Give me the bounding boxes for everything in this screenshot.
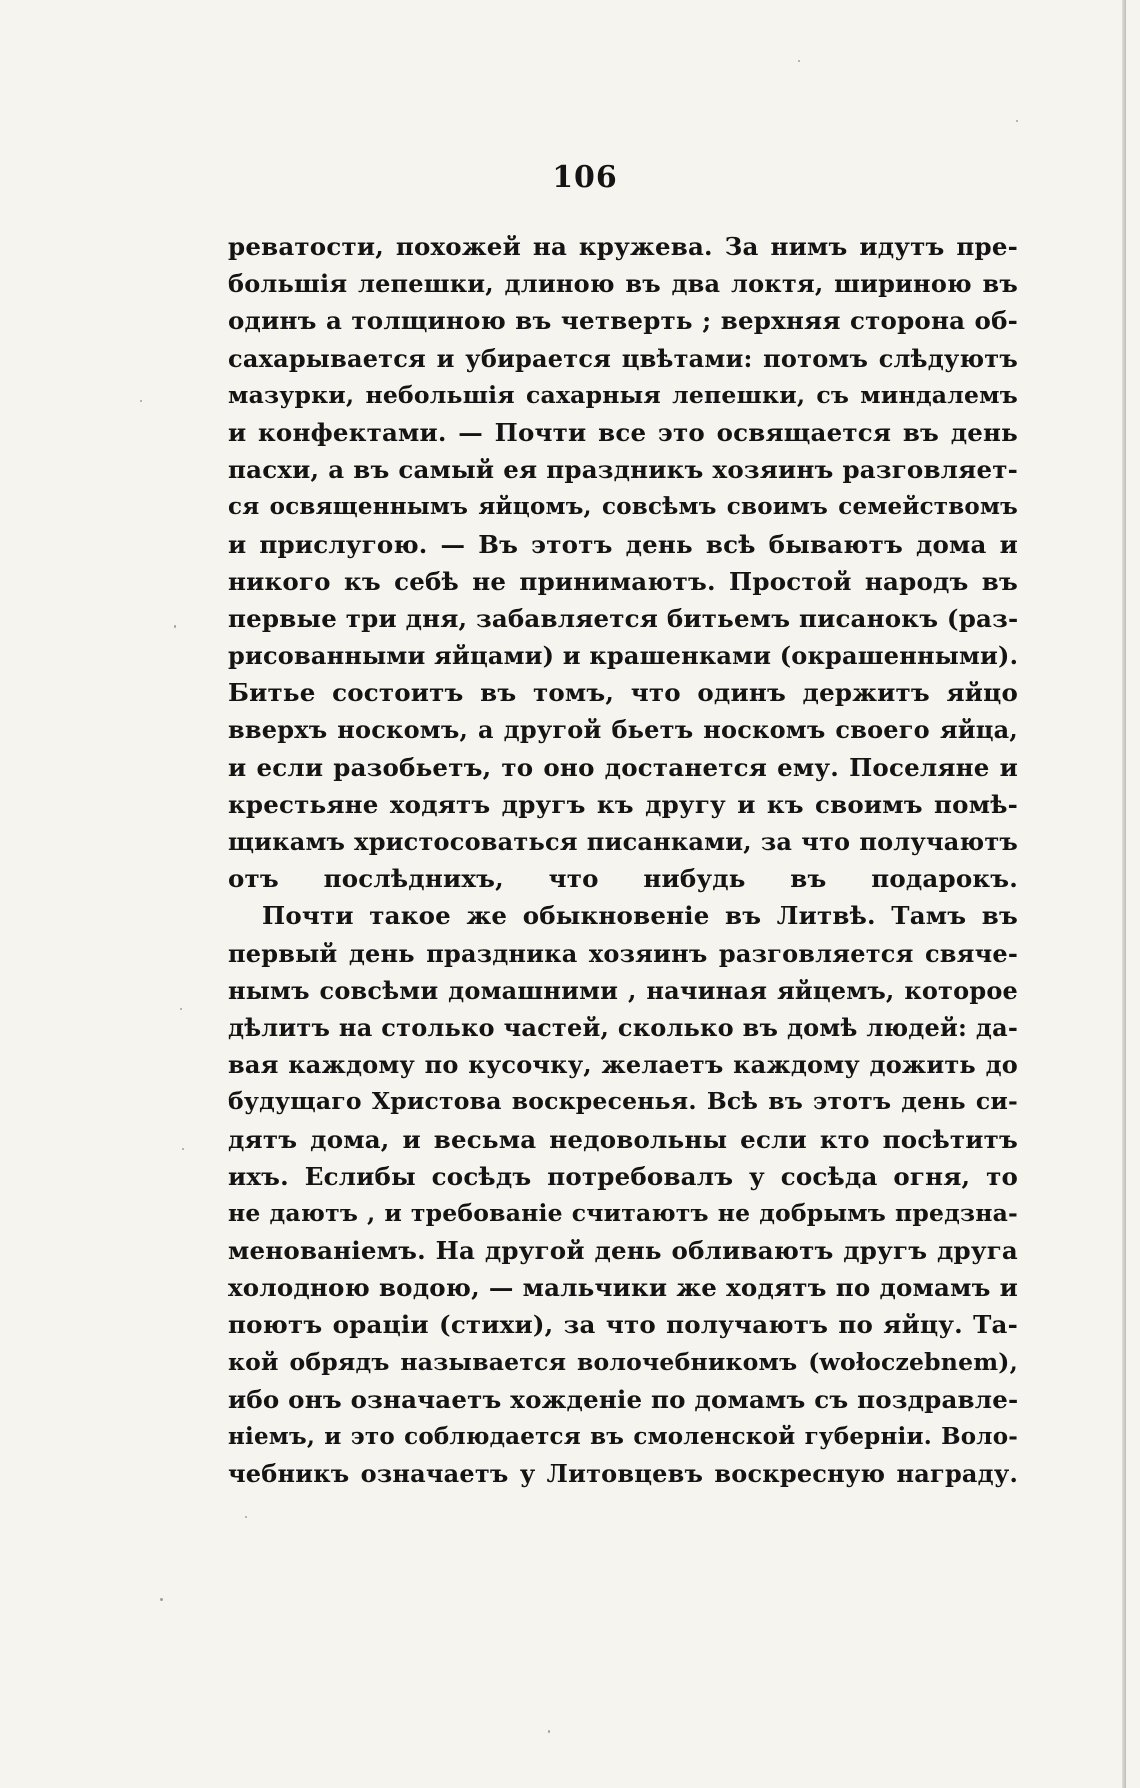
text-line: поютъ ораціи (стихи), за что получаютъ по яйцу. Та- [228, 1310, 1018, 1340]
text-line: дятъ дома, и весьма недовольны если кто посѣтитъ [228, 1124, 1018, 1154]
text-line: кой обрядъ называется волочебникомъ (wołoczebnem), [228, 1347, 1018, 1376]
text-line: и конфектами. — Почти все это освящается въ день [228, 417, 1018, 447]
text-line: ибо онъ означаетъ хожденіе по домамъ съ поздравле- [228, 1384, 1018, 1414]
text-line: реватости, похожей на кружева. За нимъ идутъ пре- [228, 232, 1018, 261]
text-line: никого къ себѣ не принимаютъ. Простой народъ въ [228, 566, 1018, 596]
text-line: первые три дня, забавляется битьемъ писанокъ (раз- [228, 603, 1018, 633]
text-line: не даютъ , и требованіе считаютъ не добрымъ предзна- [228, 1198, 1018, 1227]
text-line: вверхъ носкомъ, а другой бьетъ носкомъ своего яйца, [228, 715, 1018, 745]
text-line: ихъ. Еслибы сосѣдъ потребовалъ у сосѣда огня, то [228, 1161, 1018, 1191]
text-line: ся освященнымъ яйцомъ, совсѣмъ своимъ семействомъ [228, 493, 1018, 521]
scan-speck [174, 625, 176, 628]
text-line: ніемъ, и это соблюдается въ смоленской губерніи. Воло- [228, 1423, 1018, 1450]
text-line: холодною водою, — мальчики же ходятъ по домамъ и [228, 1273, 1018, 1303]
text-line: Почти такое же обыкновеніе въ Литвѣ. Тамъ въ [262, 901, 1018, 931]
text-line: дѣлитъ на столько частей, сколько въ домѣ людей: да- [228, 1012, 1018, 1042]
body-text [228, 228, 1018, 1492]
text-line: чебникъ означаетъ у Литовцевъ воскресную награду. [228, 1459, 1018, 1489]
scan-speck [548, 1730, 550, 1733]
text-line: первый день праздника хозяинъ разговляется свяче- [228, 938, 1018, 968]
text-line: Битье состоитъ въ томъ, что одинъ держитъ яйцо [228, 678, 1018, 708]
page-number: 106 [552, 160, 618, 195]
text-line: пасхи, а въ самый ея праздникъ хозяинъ разговляет- [228, 455, 1018, 485]
text-line: щикамъ христосоваться писанками, за что получаютъ [228, 827, 1018, 856]
scan-speck [798, 60, 800, 62]
scan-speck [245, 1516, 247, 1518]
text-line: вая каждому по кусочку, желаетъ каждому дожить до [228, 1050, 1018, 1080]
text-line: рисованными яйцами) и крашенками (окрашенными). [228, 641, 1018, 671]
scan-speck [1016, 120, 1018, 122]
text-line: сахарывается и убирается цвѣтами: потомъ слѣдуютъ [228, 343, 1018, 373]
scan-speck [180, 1008, 182, 1010]
text-line: крестьяне ходятъ другъ къ другу и къ своимъ помѣ- [228, 789, 1018, 819]
scan-speck [182, 1148, 184, 1150]
text-line: нымъ совсѣми домашними , начиная яйцемъ, которое [228, 975, 1018, 1005]
text-line: отъ послѣднихъ, что нибудь въ подарокъ. [228, 864, 1018, 894]
text-line: мазурки, небольшія сахарныя лепешки, съ миндалемъ [228, 380, 1018, 409]
text-line: большія лепешки, длиною въ два локтя, шириною въ [228, 269, 1018, 299]
text-line: и если разобьетъ, то оно достанется ему. Поселяне и [228, 752, 1018, 782]
scan-speck [140, 400, 142, 402]
scan-speck [160, 1598, 163, 1601]
page-edge-shadow [1122, 0, 1126, 1788]
text-line: менованіемъ. На другой день обливаютъ другъ друга [228, 1236, 1018, 1266]
text-line: одинъ а толщиною въ четверть ; верхняя сторона об- [228, 306, 1018, 336]
text-line: будущаго Христова воскресенья. Всѣ въ этотъ день си- [228, 1087, 1018, 1116]
text-line: и прислугою. — Въ этотъ день всѣ бываютъ дома и [228, 529, 1018, 559]
